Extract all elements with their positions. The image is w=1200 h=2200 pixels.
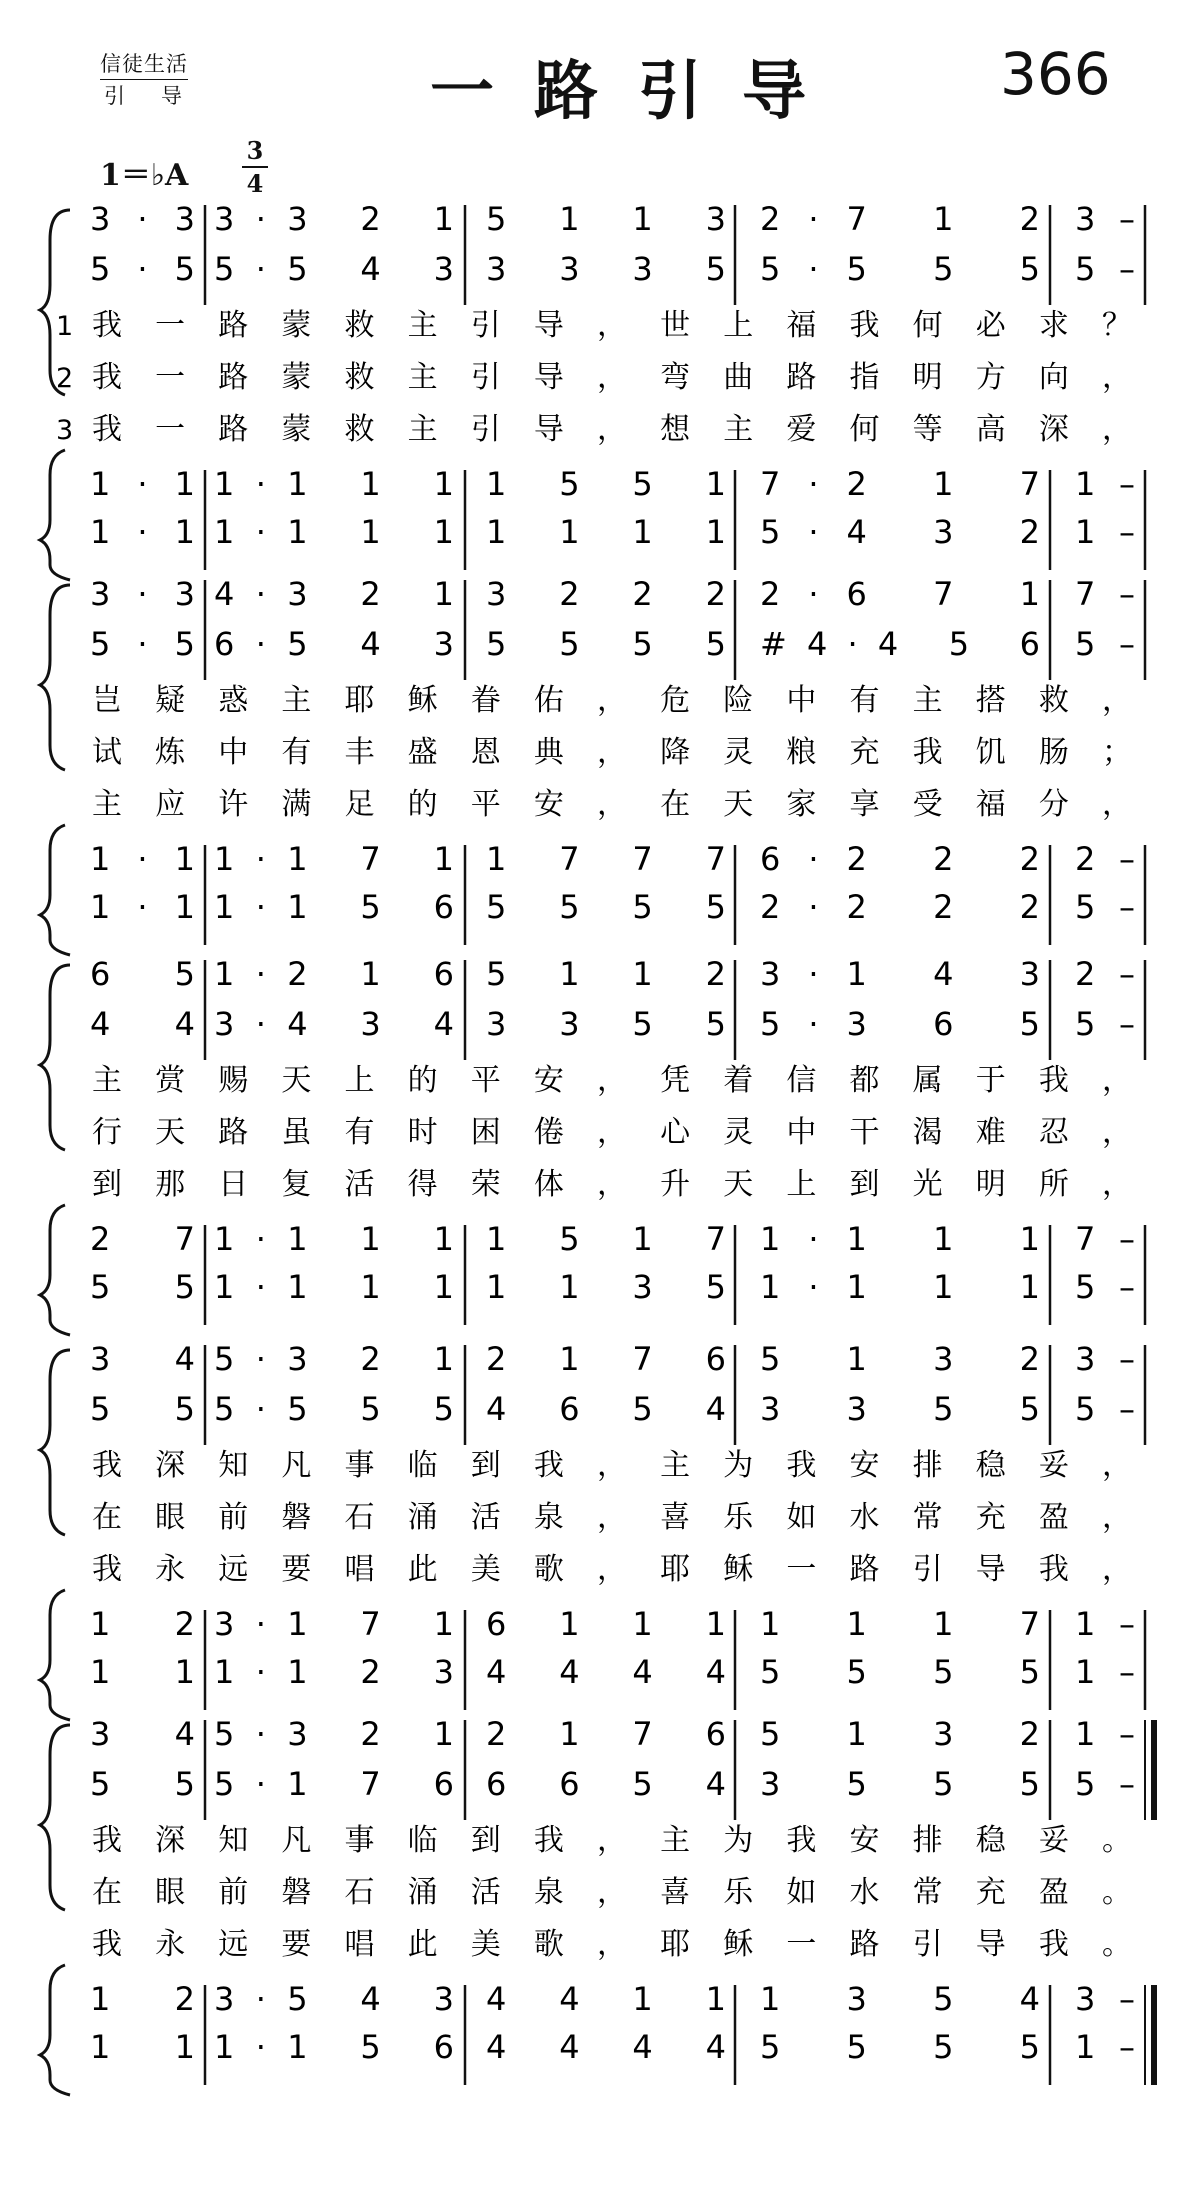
note-group: 1·1 5 6 — [214, 2028, 454, 2066]
note-group: 5 5 5 5 — [486, 888, 726, 926]
note-group: 1 1 — [90, 2028, 195, 2066]
note-group: 5·5 — [90, 625, 195, 663]
note-group: 2 – — [1075, 955, 1135, 993]
note-group: 5 5 5 5 — [760, 2028, 1040, 2066]
lyric-line: 试炼中有丰盛恩典，降灵粮充我饥肠； — [92, 735, 1132, 770]
note-group: 3 – — [1075, 200, 1135, 238]
note-group: 5 1 3 2 — [760, 1715, 1040, 1753]
note-group: 5 5 5 5 — [486, 625, 726, 663]
lyric-line: 主应许满足的平安，在天家享受福分， — [92, 787, 1132, 822]
note-group: 4·3 2 1 — [214, 575, 454, 613]
note-group: 5 – — [1075, 1005, 1135, 1043]
verse-number: 1 — [56, 311, 74, 342]
note-group: 6·2 2 2 — [760, 840, 1040, 878]
lyric-line: 我永远要唱此美歌，耶稣一路引导我。 — [92, 1927, 1132, 1962]
note-group: 5 5 5 5 — [760, 1653, 1040, 1691]
note-group: 1 2 — [90, 1605, 195, 1643]
system-bracket-lower — [40, 825, 70, 955]
note-group: 3·1 7 1 — [214, 1605, 454, 1643]
note-group: 2 7 — [90, 1220, 195, 1258]
note-group: 5 5 — [90, 1268, 195, 1306]
verse-number: 3 — [56, 415, 74, 446]
key-signature: 1＝♭A — [100, 158, 189, 193]
note-group: 3 4 — [90, 1715, 195, 1753]
note-group: 7·2 1 7 — [760, 465, 1040, 503]
note-group: 5 1 1 2 — [486, 955, 726, 993]
subcategory-label: 引导 — [104, 84, 218, 108]
note-group: 5 1 3 2 — [760, 1340, 1040, 1378]
note-group: 1 – — [1075, 513, 1135, 551]
note-group: 2 1 7 6 — [486, 1715, 726, 1753]
note-group: 1 1 3 5 — [486, 1268, 726, 1306]
note-group: 3 2 2 2 — [486, 575, 726, 613]
note-group: 5 5 — [90, 1765, 195, 1803]
system-bracket-upper — [40, 1350, 70, 1535]
system-bracket-lower — [40, 1965, 70, 2095]
hymn-title: 一路引导 — [430, 55, 846, 129]
note-group: 3·3 — [90, 200, 195, 238]
note-group: 1·1 1 1 — [214, 513, 454, 551]
note-group: 3·3 — [90, 575, 195, 613]
lyric-line: 到那日复活得荣体，升天上到光明所， — [92, 1167, 1132, 1202]
note-group: 5·3 6 5 — [760, 1005, 1040, 1043]
note-group: 7 – — [1075, 575, 1135, 613]
hymn-number: 366 — [1000, 40, 1111, 108]
note-group: 1·1 1 1 — [214, 1268, 454, 1306]
note-group: 1 – — [1075, 1715, 1135, 1753]
note-group: 3 – — [1075, 1340, 1135, 1378]
lyric-line: 我一路蒙救主引导，世上福我何必求？ — [92, 308, 1132, 343]
note-group: 1 – — [1075, 1653, 1135, 1691]
note-group: 1 5 5 1 — [486, 465, 726, 503]
note-group: 4 4 4 4 — [486, 1653, 726, 1691]
lyric-line: 我一路蒙救主引导，弯曲路指明方向， — [92, 360, 1132, 395]
note-group: 7 – — [1075, 1220, 1135, 1258]
lyric-line: 岂疑惑主耶稣眷佑，危险中有主搭救， — [92, 683, 1132, 718]
note-group: 5·5 5 5 — [214, 1390, 454, 1428]
note-group: 2·7 1 2 — [760, 200, 1040, 238]
note-group: 2 – — [1075, 840, 1135, 878]
note-group: 2·2 2 2 — [760, 888, 1040, 926]
system-bracket-upper — [40, 585, 70, 770]
note-group: 3 4 — [90, 1340, 195, 1378]
system-bracket-lower — [40, 1590, 70, 1720]
note-group: 5 – — [1075, 1268, 1135, 1306]
note-group: 6 5 — [90, 955, 195, 993]
note-group: 3 3 5 5 — [760, 1390, 1040, 1428]
note-group: 1 – — [1075, 1605, 1135, 1643]
note-group: 3·1 4 3 — [760, 955, 1040, 993]
note-group: 1·1 1 1 — [214, 1220, 454, 1258]
note-group: 1·1 1 1 — [760, 1268, 1040, 1306]
note-group: 1·1 1 1 — [214, 465, 454, 503]
note-group: 5·5 — [90, 250, 195, 288]
note-group: 3·3 2 1 — [214, 200, 454, 238]
note-group: 5·3 2 1 — [214, 1340, 454, 1378]
note-group: 3 3 5 5 — [486, 1005, 726, 1043]
note-group: 1 3 5 4 — [760, 1980, 1040, 2018]
lyric-line: 在眼前磐石涌活泉，喜乐如水常充盈。 — [92, 1875, 1132, 1910]
note-group: 4 4 1 1 — [486, 1980, 726, 2018]
system-bracket-lower — [40, 1205, 70, 1335]
note-group: 2·6 7 1 — [760, 575, 1040, 613]
note-group: 6 1 1 1 — [486, 1605, 726, 1643]
note-group: 1·1 — [90, 465, 195, 503]
note-group: 1 – — [1075, 2028, 1135, 2066]
system-bracket-upper — [40, 1725, 70, 1910]
note-group: 1·1 1 1 — [760, 1220, 1040, 1258]
note-group: 3 – — [1075, 1980, 1135, 2018]
lyric-line: 行天路虽有时困倦，心灵中干渴难忍， — [92, 1115, 1132, 1150]
lyric-line: 主赏赐天上的平安，凭着信都属于我， — [92, 1063, 1132, 1098]
note-group: 3 5 5 5 — [760, 1765, 1040, 1803]
note-group: 1 7 7 7 — [486, 840, 726, 878]
note-group: 5·4 3 2 — [760, 513, 1040, 551]
note-group: 3·5 4 3 — [214, 1980, 454, 2018]
lyric-line: 我深知凡事临到我，主为我安排稳妥。 — [92, 1823, 1132, 1858]
note-group: 1·1 7 1 — [214, 840, 454, 878]
note-group: 1 1 1 1 — [486, 513, 726, 551]
note-group: 3 3 3 5 — [486, 250, 726, 288]
lyric-line: 我深知凡事临到我，主为我安排稳妥， — [92, 1448, 1132, 1483]
note-group: 1 1 1 7 — [760, 1605, 1040, 1643]
note-group: 1·1 — [90, 840, 195, 878]
note-group: 5·5 5 5 — [760, 250, 1040, 288]
note-group: #4·4 5 6 — [760, 625, 1040, 663]
note-group: 5 – — [1075, 1765, 1135, 1803]
note-group: 1·1 — [90, 888, 195, 926]
note-group: 5 1 1 3 — [486, 200, 726, 238]
note-group: 1·1 2 3 — [214, 1653, 454, 1691]
note-group: 5 – — [1075, 888, 1135, 926]
note-group: 5·1 7 6 — [214, 1765, 454, 1803]
note-group: 6 6 5 4 — [486, 1765, 726, 1803]
note-group: 1 2 — [90, 1980, 195, 2018]
category-label: 信徒生活 — [100, 48, 188, 80]
system-bracket-upper — [40, 965, 70, 1150]
lyric-line: 我一路蒙救主引导，想主爱何等高深， — [92, 412, 1132, 447]
note-group: 5·5 4 3 — [214, 250, 454, 288]
note-group: 5 – — [1075, 625, 1135, 663]
lyric-line: 在眼前磐石涌活泉，喜乐如水常充盈， — [92, 1500, 1132, 1535]
note-group: 1 5 1 7 — [486, 1220, 726, 1258]
lyric-line: 我永远要唱此美歌，耶稣一路引导我， — [92, 1552, 1132, 1587]
note-group: 1·1 5 6 — [214, 888, 454, 926]
note-group: 4 4 4 4 — [486, 2028, 726, 2066]
note-group: 5 – — [1075, 250, 1135, 288]
note-group: 3·4 3 4 — [214, 1005, 454, 1043]
note-group: 6·5 4 3 — [214, 625, 454, 663]
time-sig-bottom: 4 — [246, 169, 264, 198]
note-group: 5 – — [1075, 1390, 1135, 1428]
note-group: 4 6 5 4 — [486, 1390, 726, 1428]
note-group: 5·3 2 1 — [214, 1715, 454, 1753]
note-group: 5 5 — [90, 1390, 195, 1428]
note-group: 1·2 1 6 — [214, 955, 454, 993]
note-group: 2 1 7 6 — [486, 1340, 726, 1378]
verse-number: 2 — [56, 363, 74, 394]
note-group: 1 1 — [90, 1653, 195, 1691]
note-group: 1·1 — [90, 513, 195, 551]
note-group: 1 – — [1075, 465, 1135, 503]
system-bracket-lower — [40, 450, 70, 580]
note-group: 4 4 — [90, 1005, 195, 1043]
time-sig-top: 3 — [246, 136, 264, 165]
